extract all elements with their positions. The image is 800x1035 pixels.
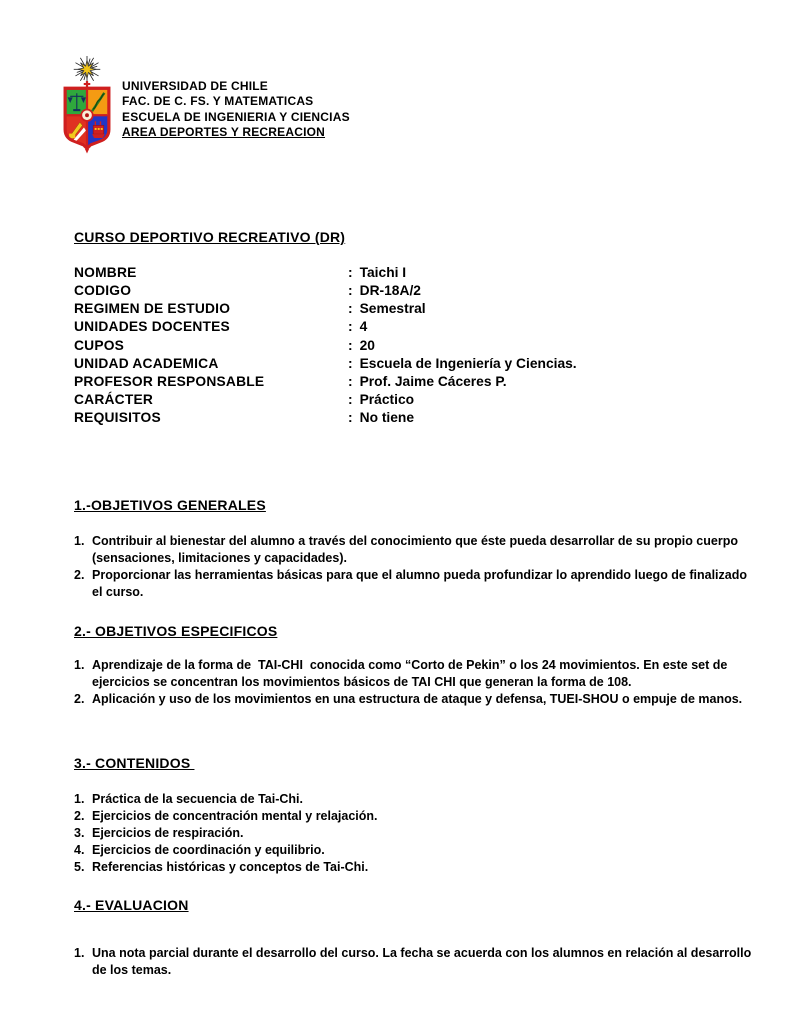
field-label: UNIDADES DOCENTES xyxy=(74,319,230,335)
field-label: PROFESOR RESPONSABLE xyxy=(74,373,265,389)
field-row-caracter xyxy=(74,392,577,410)
field-row-cupos xyxy=(74,338,577,356)
list-item-number: 1. xyxy=(74,946,85,960)
letterhead-line-faculty: FAC. DE C. FS. Y MATEMATICAS xyxy=(122,94,314,109)
list-item-number: 4. xyxy=(74,843,85,857)
field-colon: : xyxy=(348,373,353,389)
list-item-number: 1. xyxy=(74,792,85,806)
list-item xyxy=(74,808,758,825)
list-item-text: Ejercicios de coordinación y equilibrio. xyxy=(92,843,325,857)
list-item-number: 2. xyxy=(74,692,85,706)
list-item xyxy=(74,533,758,567)
field-value: 4 xyxy=(359,319,368,335)
list-item-text: Aprendizaje de la forma de TAI-CHI conocida como “Corto de Pekin” o los 24 movimientos. En este set de ejercicios se concentran los movimientos básicos de TAI CHI que generan la forma de 108. xyxy=(92,658,731,689)
list-item-number: 1. xyxy=(74,658,85,672)
list-item xyxy=(74,825,758,842)
field-label: NOMBRE xyxy=(74,265,137,280)
field-value: Taichi I xyxy=(359,265,407,280)
field-row-nombre xyxy=(74,265,577,283)
list-item xyxy=(74,691,758,708)
list-item xyxy=(74,859,758,876)
crest-svg xyxy=(60,54,114,154)
field-value: Semestral xyxy=(359,301,426,317)
list-item-number: 1. xyxy=(74,534,85,548)
list-item-text: Referencias históricas y conceptos de Tai-Chi. xyxy=(92,860,369,874)
star-icon xyxy=(78,60,96,78)
list-item-number: 2. xyxy=(74,809,85,823)
field-colon: : xyxy=(348,265,353,280)
field-colon: : xyxy=(348,301,353,317)
field-row-unidad-academica xyxy=(74,356,577,374)
universidad-de-chile-logo xyxy=(60,54,114,154)
section-list-evaluacion xyxy=(74,945,758,979)
field-row-codigo xyxy=(74,283,577,301)
list-item xyxy=(74,842,758,859)
list-item-number: 2. xyxy=(74,568,85,582)
field-label: CARÁCTER xyxy=(74,391,154,407)
list-item-number: 5. xyxy=(74,860,85,874)
field-label: CUPOS xyxy=(74,337,125,353)
field-row-regimen xyxy=(74,301,577,319)
list-item-text: Aplicación y uso de los movimientos en una estructura de ataque y defensa, TUEI-SHOU o empuje de manos. xyxy=(92,692,743,706)
section-heading-contenidos: 3.- CONTENIDOS xyxy=(74,755,195,771)
list-item xyxy=(74,945,758,979)
section-list-contenidos xyxy=(74,791,758,876)
letterhead-line-school: ESCUELA DE INGENIERIA Y CIENCIAS xyxy=(122,109,350,124)
letterhead xyxy=(122,79,350,140)
section-heading-evaluacion: 4.- EVALUACION xyxy=(74,897,189,913)
field-value: No tiene xyxy=(359,410,415,426)
field-value: 20 xyxy=(359,337,375,353)
letterhead-line-university: UNIVERSIDAD DE CHILE xyxy=(122,79,269,93)
field-value: DR-18A/2 xyxy=(359,283,421,299)
field-row-profesor xyxy=(74,374,577,392)
field-value: Escuela de Ingeniería y Ciencias. xyxy=(359,355,577,371)
list-item-text: Práctica de la secuencia de Tai-Chi. xyxy=(92,792,303,806)
field-colon: : xyxy=(348,391,353,407)
field-colon: : xyxy=(348,337,353,353)
list-item-text: Una nota parcial durante el desarrollo del curso. La fecha se acuerda con los alumnos en relación al desarrollo de los temas. xyxy=(92,946,755,977)
section-list-objetivos-generales xyxy=(74,533,758,601)
list-item-text: Ejercicios de respiración. xyxy=(92,826,244,840)
letterhead-line-area: AREA DEPORTES Y RECREACION xyxy=(122,124,326,139)
course-fields xyxy=(74,265,577,428)
field-row-requisitos xyxy=(74,410,577,428)
section-list-objetivos-especificos xyxy=(74,657,758,708)
list-item xyxy=(74,567,758,601)
list-item xyxy=(74,791,758,808)
field-colon: : xyxy=(348,355,353,371)
list-item-text: Ejercicios de concentración mental y relajación. xyxy=(92,809,378,823)
list-item xyxy=(74,657,758,691)
field-value: Práctico xyxy=(359,391,415,407)
field-label: REGIMEN DE ESTUDIO xyxy=(74,301,231,317)
field-value: Prof. Jaime Cáceres P. xyxy=(359,373,507,389)
page-title: CURSO DEPORTIVO RECREATIVO (DR) xyxy=(74,229,346,245)
list-item-number: 3. xyxy=(74,826,85,840)
field-colon: : xyxy=(348,410,353,426)
section-heading-objetivos-generales: 1.-OBJETIVOS GENERALES xyxy=(74,497,266,513)
section-heading-objetivos-especificos: 2.- OBJETIVOS ESPECIFICOS xyxy=(74,623,278,639)
list-item-text: Proporcionar las herramientas básicas para que el alumno pueda profundizar lo aprendido luego de finalizado el curso. xyxy=(92,568,751,599)
field-colon: : xyxy=(348,319,353,335)
field-row-unidades xyxy=(74,319,577,337)
list-item-text: Contribuir al bienestar del alumno a través del conocimiento que éste pueda desarrollar de su propio cuerpo (sensaciones, limitaciones y capacidades). xyxy=(92,534,742,565)
field-label: REQUISITOS xyxy=(74,410,161,426)
field-label: CODIGO xyxy=(74,283,132,299)
field-colon: : xyxy=(348,283,353,299)
field-label: UNIDAD ACADEMICA xyxy=(74,355,219,371)
